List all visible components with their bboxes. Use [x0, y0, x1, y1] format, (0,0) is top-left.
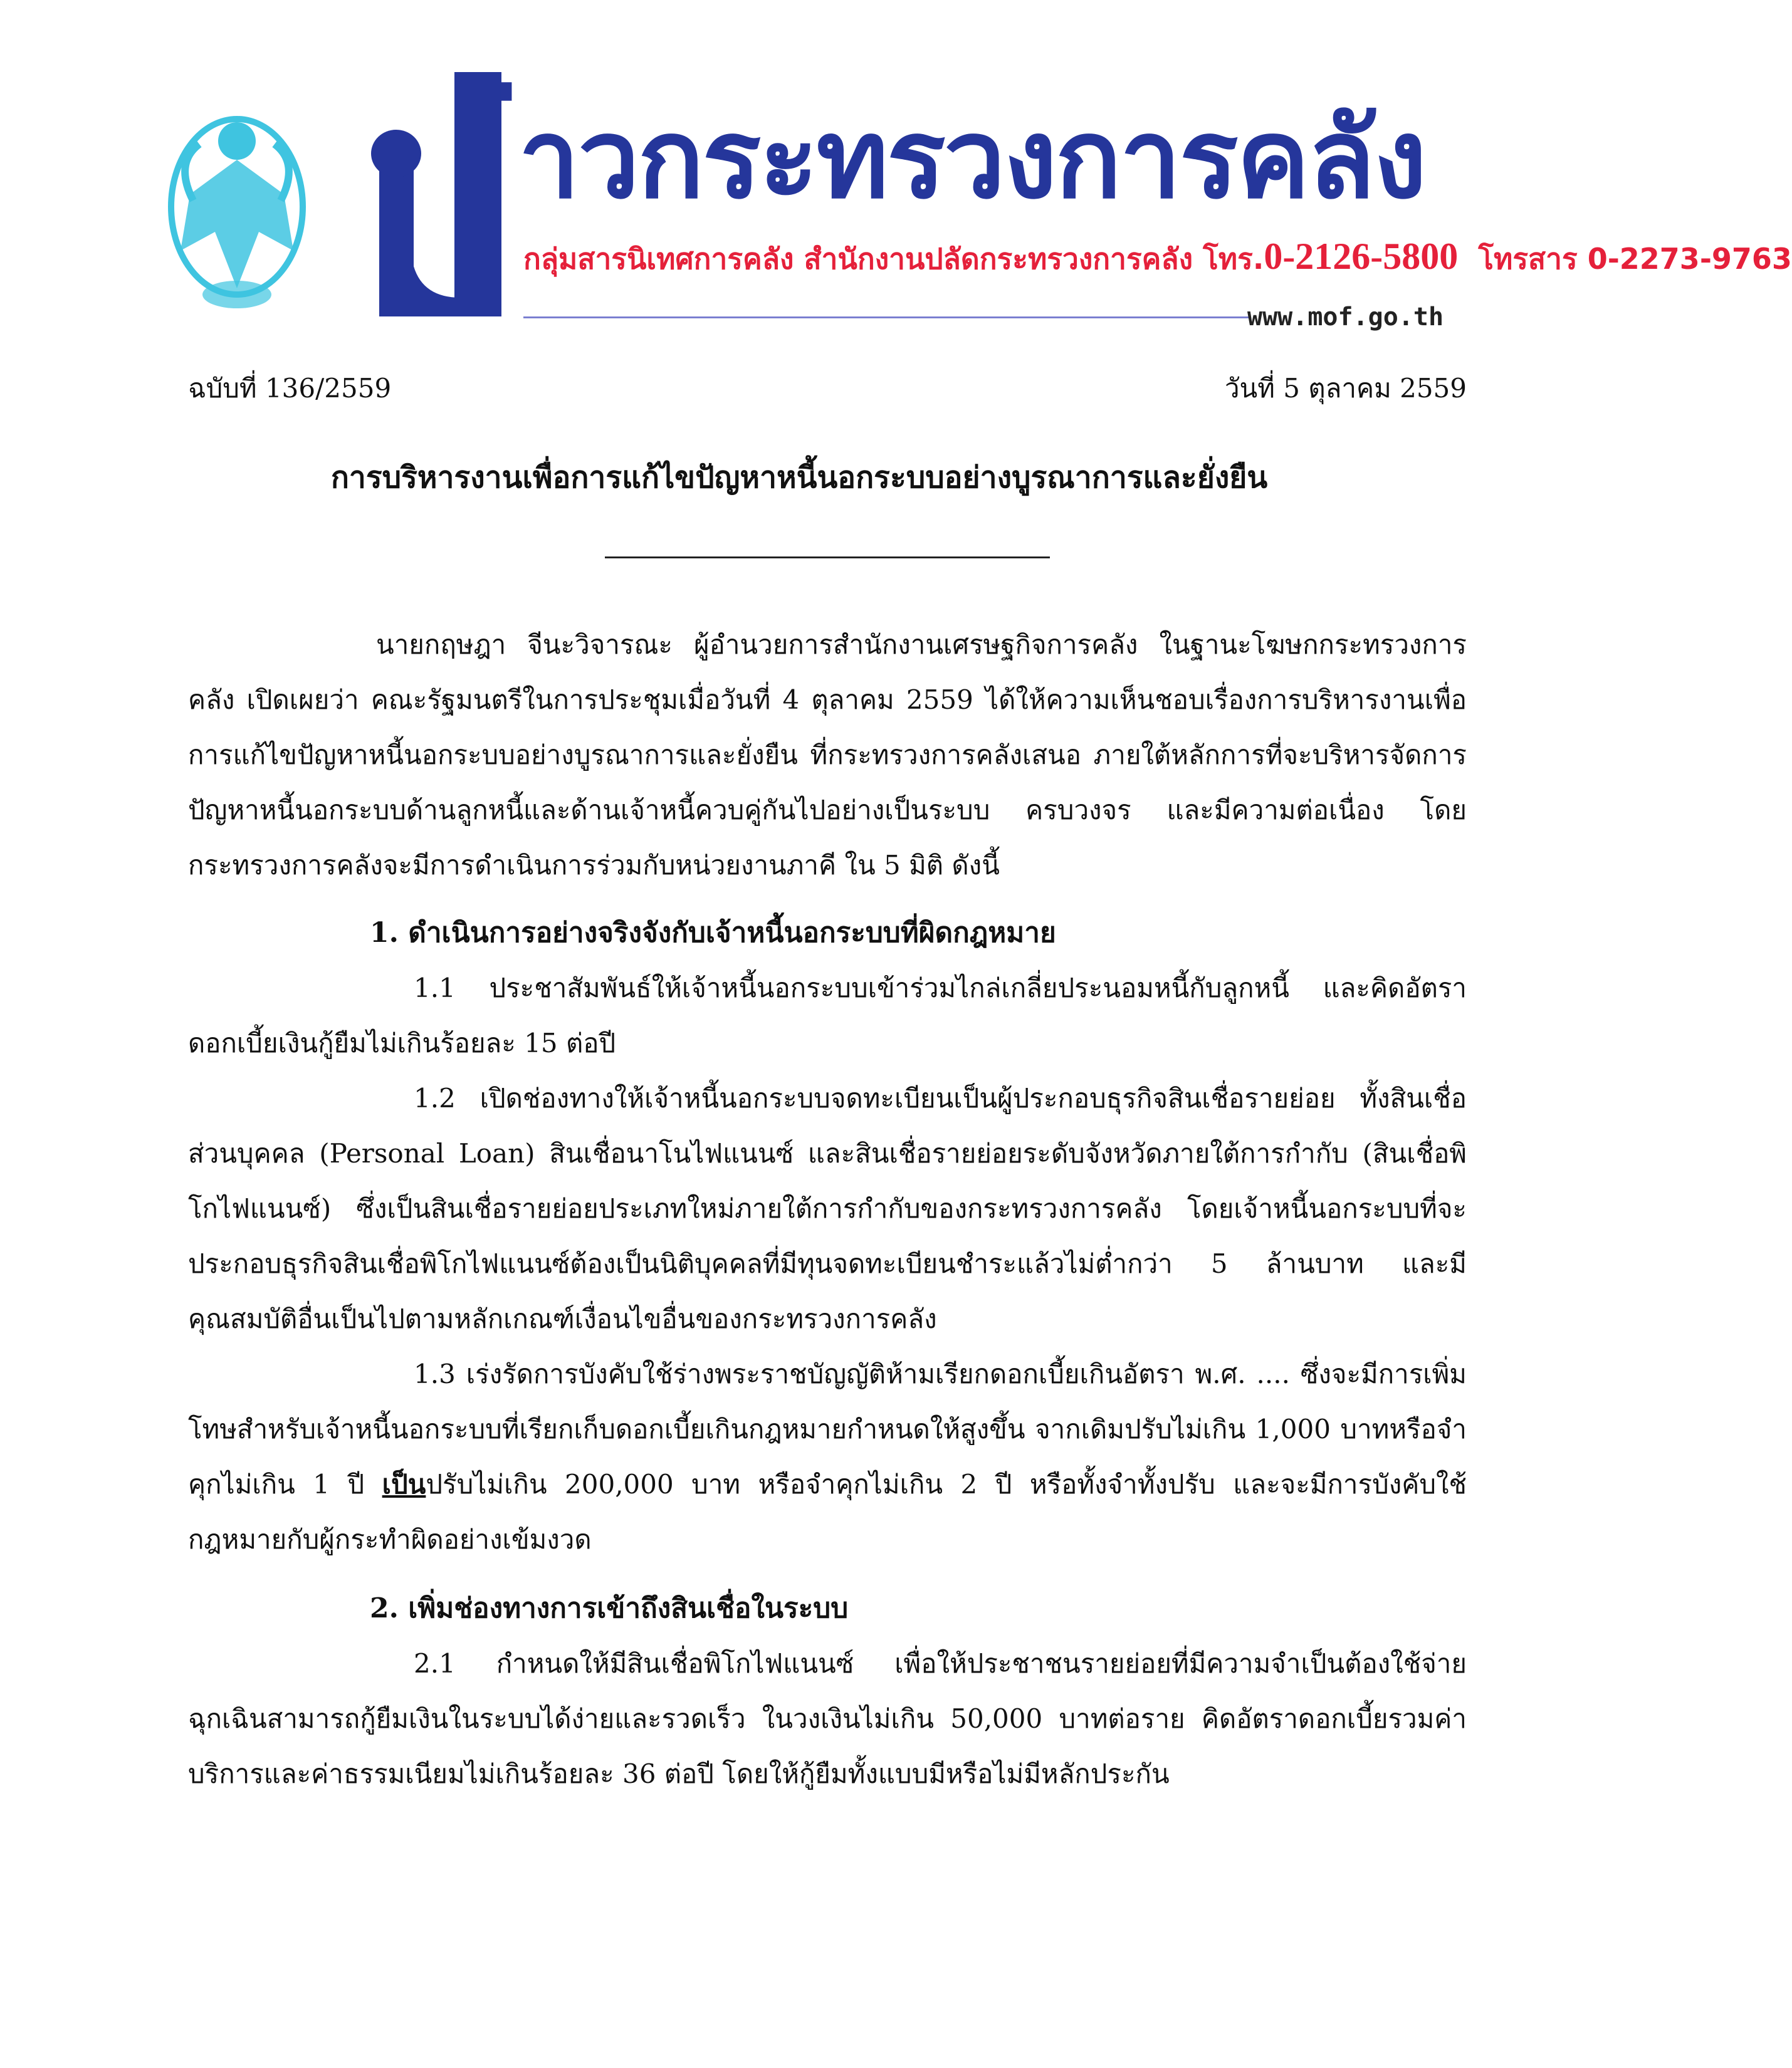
contact-line — [523, 236, 1792, 277]
contact-prefix: กลุ่มสารนิเทศการคลัง สำนักงานปลัดกระทรวงการคลัง โทร. — [523, 242, 1264, 276]
masthead-divider-tail — [1229, 316, 1237, 318]
section-2-1: 2.1 กำหนดให้มีสินเชื่อพิโกไฟแนนซ์ เพื่อให้ประชาชนรายย่อยที่มีความจำเป็นต้องใช้จ่ายฉุกเฉินสามารถกู้ยืมเงินในระบบได้ง่ายและรวดเร็ว ในวงเงินไม่เกิน 50,000 บาทต่อราย คิดอัตราดอกเบี้ยรวมค่าบริการและค่าธรรมเนียมไม่เกินร้อยละ 36 ต่อปี โดยให้กู้ยืมทั้งแบบมีหรือไม่มีหลักประกัน — [188, 1648, 1467, 1789]
section-1-3-part-b: ปรับไม่เกิน 200,000 บาท หรือจำคุกไม่เกิน 2 ปี หรือทั้งจำทั้งปรับ และจะมีการบังคับใช้กฎหมายกับผู้กระทำผิดอย่างเข้มงวด — [188, 1469, 1467, 1555]
masthead-logo-letter — [360, 60, 520, 323]
issue-meta — [188, 370, 1467, 407]
document-title: การบริหารงานเพื่อการแก้ไขปัญหาหนี้นอกระบบอย่างบูรณาการและยั่งยืน — [330, 460, 1268, 495]
title-underline — [605, 556, 1050, 558]
masthead-title: ่าวกระทรวงการคลัง — [520, 96, 1425, 223]
garuda-emblem-icon — [155, 107, 318, 320]
fax-number: 0-2273-9763 — [1587, 242, 1792, 276]
section-1-3 — [188, 1347, 1467, 1567]
section-1-1: 1.1 ประชาสัมพันธ์ให้เจ้าหนี้นอกระบบเข้าร่วมไกล่เกลี่ยประนอมหนี้กับลูกหนี้ และคิดอัตราดอกเบี้ยเงินกู้ยืมไม่เกินร้อยละ 15 ต่อปี — [188, 973, 1467, 1058]
fax-label: โทรสาร — [1478, 242, 1578, 276]
section-1-3-emphasis: เป็น — [382, 1469, 426, 1500]
masthead — [0, 0, 1792, 351]
section-1-2: 1.2 เปิดช่องทางให้เจ้าหนี้นอกระบบจดทะเบียนเป็นผู้ประกอบธุรกิจสินเชื่อรายย่อย ทั้งสินเชื่อส่วนบุคคล (Personal Loan) สินเชื่อนาโนไฟแนนซ์ และสินเชื่อรายย่อยระดับจังหวัดภายใต้การกำกับ (สินเชื่อพิโกไฟแนนซ์) ซึ่งเป็นสินเชื่อรายย่อยประเภทใหม่ภายใต้การกำกับของกระทรวงการคลัง โดยเจ้าหนี้นอกระบบที่จะประกอบธุรกิจสินเชื่อพิโกไฟแนนซ์ต้องเป็นนิติบุคคลที่มีทุนจดทะเบียนชำระแล้วไม่ต่ำกว่า 5 ล้านบาท และมีคุณสมบัติอื่นเป็นไปตามหลักเกณฑ์เงื่อนไขอื่นของกระทรวงการคลัง — [188, 1083, 1467, 1334]
section-1-3-part-a: 1.3 เร่งรัดการบังคับใช้ร่างพระราชบัญญัติห้ามเรียกดอกเบี้ยเกินอัตรา พ.ศ. .... ซึ่งจะมีการเพิ่มโทษสำหรับเจ้าหนี้นอกระบบที่เรียกเก็บดอกเบี้ยเกินกฎหมายกำหนดให้สูงขึ้น จากเดิมปรับไม่เกิน 1,000 บาทหรือจำคุกไม่เกิน 1 ปี — [188, 1359, 1467, 1500]
phone-number: 0-2126-5800 — [1264, 236, 1459, 277]
section-2-heading: 2. เพิ่มช่องทางการเข้าถึงสินเชื่อในระบบ — [370, 1592, 849, 1624]
document-body — [188, 617, 1467, 1802]
issue-number: ฉบับที่ 136/2559 — [188, 373, 392, 404]
issue-date: วันที่ 5 ตุลาคม 2559 — [1224, 373, 1467, 404]
masthead-divider — [523, 316, 1250, 318]
intro-paragraph: นายกฤษฎา จีนะวิจารณะ ผู้อำนวยการสำนักงานเศรษฐกิจการคลัง ในฐานะโฆษกกระทรวงการคลัง เปิดเผยว่า คณะรัฐมนตรีในการประชุมเมื่อวันที่ 4 ตุลาคม 2559 ได้ให้ความเห็นชอบเรื่องการบริหารงานเพื่อการแก้ไขปัญหาหนี้นอกระบบอย่างบูรณาการและยั่งยืน ที่กระทรวงการคลังเสนอ ภายใต้หลักการที่จะบริหารจัดการปัญหาหนี้นอกระบบด้านลูกหนี้และด้านเจ้าหนี้ควบคู่กันไปอย่างเป็นระบบ ครบวงจร และมีความต่อเนื่อง โดยกระทรวงการคลังจะมีการดำเนินการร่วมกับหน่วยงานภาคี ใน 5 มิติ ดังนี้ — [188, 629, 1467, 880]
section-1-heading: 1. ดำเนินการอย่างจริงจังกับเจ้าหนี้นอกระบบที่ผิดกฎหมาย — [370, 917, 1056, 949]
website-url[interactable]: www.mof.go.th — [1247, 303, 1444, 332]
